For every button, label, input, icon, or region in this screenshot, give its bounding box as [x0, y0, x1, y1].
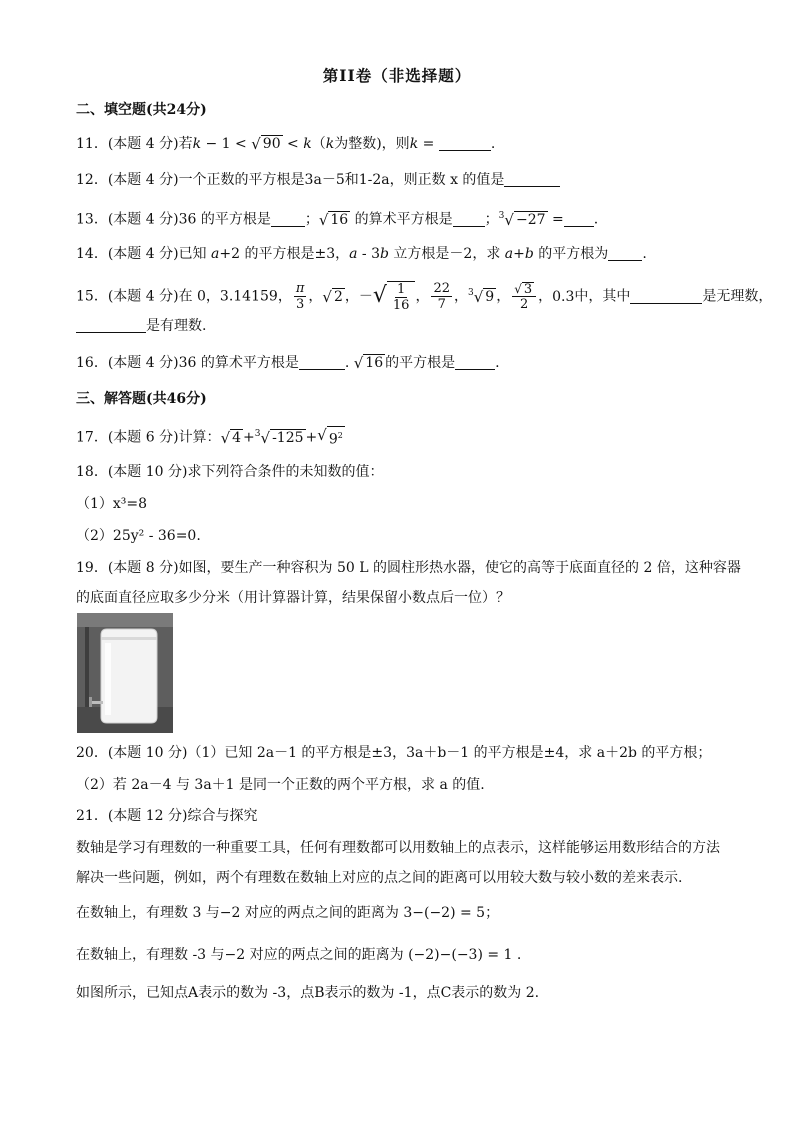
cbrt-neg27: √ −27	[504, 210, 546, 229]
water-heater-illustration	[77, 613, 173, 733]
var-a: a	[349, 246, 358, 262]
denominator: 16	[392, 297, 410, 313]
q13-text: =	[547, 211, 564, 228]
numerator: 1	[397, 281, 406, 297]
question-score: (本题 4 分)	[107, 211, 179, 228]
question-21-para2: 解决一些问题，例如，两个有理数在数轴上对应的点之间的距离可以用较大数与较小数的差来表示.	[76, 870, 683, 886]
answer-blank[interactable]	[453, 211, 485, 227]
q14-text: - 3	[357, 246, 381, 262]
sqrt-1-over-16: √ $\frac{1}{16}$	[373, 281, 416, 313]
repeating-decimal: 0.3	[552, 288, 575, 305]
section-solve-heading: 三、解答题(共46分)	[76, 391, 207, 407]
q17-text: +	[305, 429, 318, 446]
question-score: (本题 6 分)	[107, 429, 179, 446]
q15-text: ，	[453, 288, 468, 305]
question-21-para1: 数轴是学习有理数的一种重要工具，任何有理数都可以用数轴上的点表示，这样能够运用数形结合的方法	[76, 840, 720, 856]
radicand: 9	[485, 288, 495, 305]
question-number: 14．	[76, 246, 108, 262]
question-14	[76, 244, 647, 264]
radicand: 2	[333, 288, 343, 305]
question-17	[76, 424, 345, 449]
question-number: 13．	[76, 211, 108, 228]
water-heater-image	[77, 613, 173, 733]
q13-text: ；	[304, 211, 319, 228]
question-12	[76, 170, 560, 190]
q17-text: +	[243, 429, 255, 446]
question-21-para4: 在数轴上，有理数 -3 与−2 对应的两点之间的距离为 (−2)−(−3) = 1 .	[76, 947, 522, 963]
question-number: 11．	[76, 136, 108, 152]
q11-text: − 1 <	[201, 136, 252, 152]
q11-text: 若	[178, 136, 193, 152]
q11-text: （	[311, 136, 326, 152]
q11-text: .	[490, 136, 496, 152]
var-a: a	[211, 246, 220, 262]
question-number: 19．	[76, 560, 108, 576]
question-score: (本题 4 分)	[107, 355, 179, 371]
radicand: 4	[232, 429, 242, 446]
radicand: -125	[272, 429, 304, 446]
q15-text: ，－	[344, 288, 373, 305]
q15-text: 中，其中	[574, 288, 631, 305]
numerator: π	[295, 281, 305, 297]
question-19-line2: 的底面直径应取多少分米（用计算器计算，结果保留小数点后一位）？	[76, 590, 510, 606]
radicand: 16	[365, 355, 384, 371]
question-20	[76, 743, 711, 763]
var-b: b	[380, 246, 389, 262]
var-k: k	[192, 136, 202, 152]
var-a: a	[504, 246, 514, 262]
q15-text: 是有理数.	[146, 318, 207, 334]
answer-blank[interactable]	[271, 211, 305, 227]
question-18	[76, 462, 383, 482]
question-21-para3: 在数轴上，有理数 3 与−2 对应的两点之间的距离为 3−(−2) = 5；	[76, 905, 500, 921]
question-score: (本题 4 分)	[107, 246, 179, 262]
q14-text: 的平方根为	[533, 246, 609, 262]
radicand: −27	[515, 211, 546, 228]
question-20-part2: （2）若 2a－4 与 3a＋1 是同一个正数的两个平方根，求 a 的值.	[76, 777, 485, 793]
question-score: (本题 10 分)	[107, 464, 188, 480]
q11-text: 为整数)，则	[334, 136, 410, 152]
q15-text: 是无理数，	[702, 288, 773, 305]
radicand: 9	[328, 431, 338, 448]
var-k: k	[303, 136, 312, 152]
q15-text: ，	[496, 288, 511, 305]
question-number: 16．	[76, 355, 108, 371]
question-21-para5: 如图所示，已知点A表示的数为 -3，点B表示的数为 -1，点C表示的数为 2.	[76, 985, 540, 1001]
question-number: 18．	[76, 464, 108, 480]
var-k: k	[325, 136, 335, 152]
fraction-1-over-16	[391, 282, 412, 313]
root-index: 3	[498, 211, 505, 221]
answer-blank[interactable]	[299, 354, 345, 370]
question-score: (本题 4 分)	[107, 136, 179, 152]
answer-blank[interactable]	[564, 211, 594, 227]
question-score: (本题 10 分)	[107, 745, 188, 761]
sqrt-9-squared: √ $9^2$	[317, 426, 343, 448]
radicand: 16	[330, 211, 349, 228]
q17-text: 计算：	[178, 429, 221, 446]
sqrt-16: √ 16	[353, 354, 384, 372]
q11-text: <	[282, 136, 304, 152]
q14-text: 已知	[178, 246, 212, 262]
answer-blank[interactable]	[439, 135, 491, 151]
q16-text: .	[344, 355, 350, 371]
fraction-pi-over-3	[294, 281, 307, 312]
question-number: 20．	[76, 745, 108, 761]
q21-text: 综合与探究	[187, 808, 258, 824]
question-21	[76, 806, 257, 826]
q13-text: ；	[484, 211, 499, 228]
cbrt-9: √ 9	[473, 287, 495, 306]
question-11	[76, 134, 495, 154]
question-number: 17．	[76, 429, 108, 446]
exponent: 2	[337, 431, 343, 441]
question-score: (本题 12 分)	[107, 808, 188, 824]
question-number: 21．	[76, 808, 108, 824]
answer-blank[interactable]	[630, 288, 702, 304]
cbrt-neg125: √ -125	[260, 428, 304, 447]
question-number: 15．	[76, 288, 108, 305]
answer-blank[interactable]	[76, 317, 146, 333]
var-b: b	[524, 246, 534, 262]
q14-text: 立方根是－2，求	[388, 246, 505, 262]
q15-text: ，	[415, 288, 430, 305]
question-16	[76, 353, 500, 373]
q16-text: 36 的算术平方根是	[178, 355, 299, 371]
q13-text: 的算术平方根是	[350, 211, 453, 228]
question-18-part1: （1）x³=8	[76, 496, 148, 512]
q19-text: 如图，要生产一种容积为 50 L 的圆柱形热水器，使它的高等于底面直径的 2 倍，这种容器	[178, 560, 741, 576]
sqrt-16: √ 16	[318, 210, 349, 229]
q20-text: （1）已知 2a－1 的平方根是±3，3a＋b－1 的平方根是±4，求 a＋2b 的平方根；	[187, 745, 712, 761]
question-13	[76, 206, 598, 230]
numerator: 22	[433, 281, 450, 297]
question-score: (本题 4 分)	[107, 288, 179, 305]
question-19	[76, 558, 741, 578]
q11-text: =	[418, 136, 439, 152]
fraction-sqrt3-over-2	[512, 281, 536, 312]
sqrt-2: √ 2	[322, 287, 343, 306]
question-15-line2	[76, 316, 206, 336]
answer-blank[interactable]	[608, 245, 642, 261]
q14-text: +	[513, 246, 525, 262]
radicand: 3	[523, 281, 533, 297]
root-index: 3	[467, 288, 474, 298]
answer-blank[interactable]	[455, 354, 495, 370]
question-number: 12．	[76, 172, 108, 188]
denominator: 3	[295, 297, 305, 313]
q15-text: ，	[538, 288, 553, 305]
q13-text: 36 的平方根是	[178, 211, 271, 228]
var-k: k	[409, 136, 419, 152]
sqrt-90: √ 90	[251, 135, 281, 153]
q18-text: 求下列符合条件的未知数的值：	[187, 464, 384, 480]
q15-text: ，	[308, 288, 323, 305]
root-index: 3	[254, 429, 261, 439]
q14-text: +2 的平方根是±3，	[219, 246, 350, 262]
question-score: (本题 8 分)	[107, 560, 179, 576]
fraction-22-over-7	[431, 281, 452, 312]
q14-text: .	[642, 246, 647, 262]
question-18-part2: （2）25y² - 36=0.	[76, 528, 201, 544]
answer-blank[interactable]	[504, 171, 560, 187]
section-fill-heading: 二、填空题(共24分)	[76, 102, 207, 118]
page-title: 第II卷（非选择题）	[322, 66, 472, 85]
radicand: 90	[262, 136, 281, 152]
q13-text: .	[593, 211, 599, 228]
denominator: 2	[520, 297, 529, 313]
q12-text: 一个正数的平方根是3a－5和1-2a，则正数 x 的值是	[178, 172, 505, 188]
sqrt-3: √ 3	[514, 281, 533, 297]
q15-text: 在 0，3.14159，	[178, 288, 292, 305]
q16-text: 的平方根是	[385, 355, 456, 371]
question-15	[76, 278, 772, 313]
question-score: (本题 4 分)	[107, 172, 179, 188]
denominator: 7	[437, 297, 446, 313]
q16-text: .	[495, 355, 500, 371]
sqrt-4: √ 4	[220, 428, 242, 447]
